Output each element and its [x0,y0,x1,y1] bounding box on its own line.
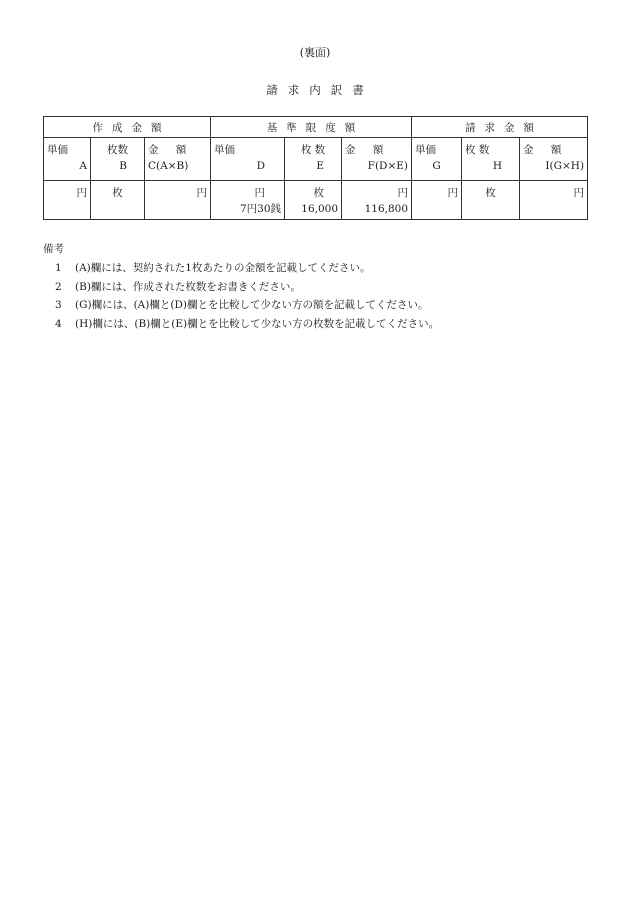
remarks-title: 備考 [43,243,64,255]
remark-number: 2 [55,280,62,293]
cell-f[interactable] [342,181,412,220]
cell-e[interactable] [285,181,342,220]
cell-g[interactable] [412,181,462,220]
col-d-code: D [256,160,266,172]
column-header-row [44,138,588,181]
col-d-label: 単価 [214,144,236,156]
group-standard-limit: 基準限度額 [211,117,412,138]
unit-yen: 円 [254,187,266,199]
remark-text: (H)欄には、(B)欄と(E)欄とを比較して少ない方の枚数を記載してください。 [75,317,440,330]
remark-item [43,296,439,315]
group-production-amount: 作成金額 [44,117,211,138]
col-header-c [145,138,211,181]
col-header-f [342,138,412,181]
col-c-label: 金 額 [148,144,194,156]
remark-number: 3 [55,299,62,311]
remark-item [43,278,439,297]
cell-a[interactable] [44,181,91,220]
col-e-label: 枚 数 [300,144,326,156]
col-header-e [285,138,342,181]
remarks-section [43,239,439,333]
value-e: 16,000 [301,203,339,215]
cell-i[interactable] [520,181,588,220]
col-b-code: B [119,160,127,172]
col-e-code: E [316,160,325,172]
col-h-code: H [492,160,503,172]
cell-d[interactable] [211,181,285,220]
col-f-code: F(D×E) [367,160,409,172]
remark-number: 1 [55,262,62,274]
unit-sheets: 枚 [112,187,123,199]
remark-item [43,315,439,334]
col-g-label: 単価 [415,144,437,156]
document-title: 請求内訳書 [266,83,374,97]
breakdown-table [43,116,588,220]
cell-b[interactable] [91,181,145,220]
col-a-label: 単価 [47,144,68,156]
remark-number: 4 [55,317,62,330]
col-header-b [91,138,145,181]
value-row [44,181,588,220]
group-header-row [44,117,588,138]
group-claim-amount: 請求金額 [412,117,588,138]
col-c-code: C(A×B) [148,160,189,172]
col-b-label: 枚数 [107,144,128,156]
unit-yen: 円 [447,187,459,199]
unit-yen: 円 [397,187,409,199]
side-label: (裏面) [299,46,331,59]
col-header-d [211,138,285,181]
unit-sheets: 枚 [485,187,496,199]
unit-yen: 円 [573,187,585,199]
value-d: 7円30銭 [239,203,282,215]
remark-text: (A)欄には、契約された1枚あたりの金額を記載してください。 [75,262,371,274]
unit-yen: 円 [196,187,208,199]
cell-c[interactable] [145,181,211,220]
col-i-code: I(G×H) [545,160,585,172]
col-header-g [412,138,462,181]
col-h-label: 枚 数 [465,144,490,156]
col-header-h [462,138,520,181]
col-i-label: 金 額 [523,144,569,156]
value-f: 116,800 [364,203,409,215]
remark-text: (B)欄には、作成された枚数をお書きください。 [75,280,301,293]
remark-item [43,259,439,278]
remark-text: (G)欄には、(A)欄と(D)欄とを比較して少ない方の額を記載してください。 [75,299,429,311]
cell-h[interactable] [462,181,520,220]
unit-yen: 円 [76,187,87,199]
col-a-code: A [79,160,87,172]
col-f-label: 金 額 [345,144,391,156]
col-header-a [44,138,91,181]
col-header-i [520,138,588,181]
unit-sheets: 枚 [313,187,325,199]
col-g-code: G [432,160,441,172]
